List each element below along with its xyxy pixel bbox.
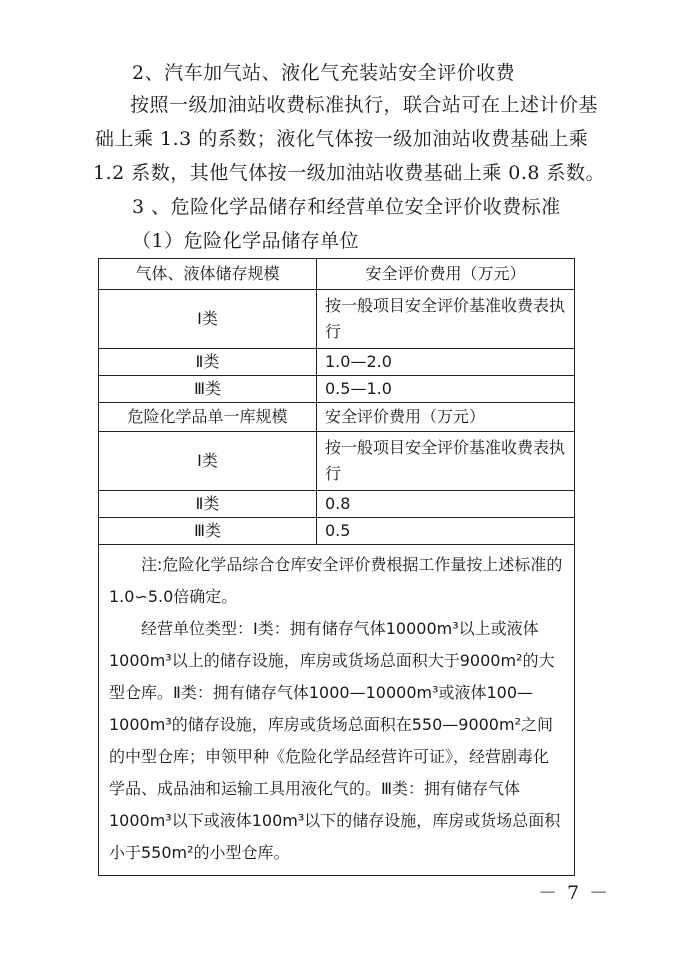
table-cell-fee: 按一般项目安全评价基准收费表执行 xyxy=(317,432,575,491)
table-cell-category: Ⅲ类 xyxy=(99,376,317,403)
table-note-row xyxy=(99,545,575,876)
table-row xyxy=(99,349,575,376)
paragraph-line: 1.2 系数，其他气体按一级加油站收费基础上乘 0.8 系数。 xyxy=(93,162,606,184)
table-cell-fee: 0.5 xyxy=(317,518,575,545)
table-header-row xyxy=(99,259,575,290)
table-row xyxy=(99,491,575,518)
fee-table xyxy=(98,258,575,876)
page-number: － 7 － xyxy=(538,882,611,904)
table-cell-category: Ⅰ类 xyxy=(99,290,317,349)
table-header-row xyxy=(99,403,575,432)
table-header-cell: 危险化学品单一库规模 xyxy=(99,403,317,432)
table-note: 注:危险化学品综合仓库安全评价费根据工作量按上述标准的1.0∽5.0倍确定。 xyxy=(109,555,563,606)
table-cell-category: Ⅱ类 xyxy=(99,491,317,518)
table-cell-fee: 按一般项目安全评价基准收费表执行 xyxy=(317,290,575,349)
table-note-cell xyxy=(99,545,575,876)
table-header-cell: 安全评价费用（万元） xyxy=(317,259,575,290)
table-cell-category: Ⅰ类 xyxy=(99,432,317,491)
subsection-heading-storage-units: （1）危险化学品储存单位 xyxy=(132,230,360,252)
paragraph-line: 按照一级加油站收费标准执行，联合站可在上述计价基 xyxy=(130,94,599,116)
table-row xyxy=(99,432,575,491)
table-cell-fee: 0.5—1.0 xyxy=(317,376,575,403)
table-row xyxy=(99,290,575,349)
table-header-cell: 安全评价费用（万元） xyxy=(317,403,575,432)
table-row xyxy=(99,518,575,545)
table-cell-fee: 1.0—2.0 xyxy=(317,349,575,376)
table-cell-category: Ⅱ类 xyxy=(99,349,317,376)
section-heading-gas-station: 2、汽车加气站、液化气充装站安全评价收费 xyxy=(132,62,516,84)
operator-types-description: 经营单位类型：Ⅰ类：拥有储存气体10000m³以上或液体1000m³以上的储存设施，库房或货场总面积大于9000m²的大型仓库。Ⅱ类：拥有储存气体1000—10000m³或液体100—1000m³的储存设施，库房或货场总面积在550—9000m²之间的中型仓库；申领甲种《危险化学品经营许可证》，经营剧毒化学品、成品油和运输工具用液化气的。Ⅲ类：拥有储存气体1000m³以下或液体100m³以下的储存设施，库房或货场总面积小于550m²的小型仓库。 xyxy=(109,619,561,862)
table-header-cell: 气体、液体储存规模 xyxy=(99,259,317,290)
paragraph-line: 础上乘 1.3 的系数；液化气体按一级加油站收费基础上乘 xyxy=(95,128,589,150)
table-cell-fee: 0.8 xyxy=(317,491,575,518)
table-cell-category: Ⅲ类 xyxy=(99,518,317,545)
table-row xyxy=(99,376,575,403)
section-heading-hazardous-chemicals: 3 、危险化学品储存和经营单位安全评价收费标准 xyxy=(132,196,561,218)
